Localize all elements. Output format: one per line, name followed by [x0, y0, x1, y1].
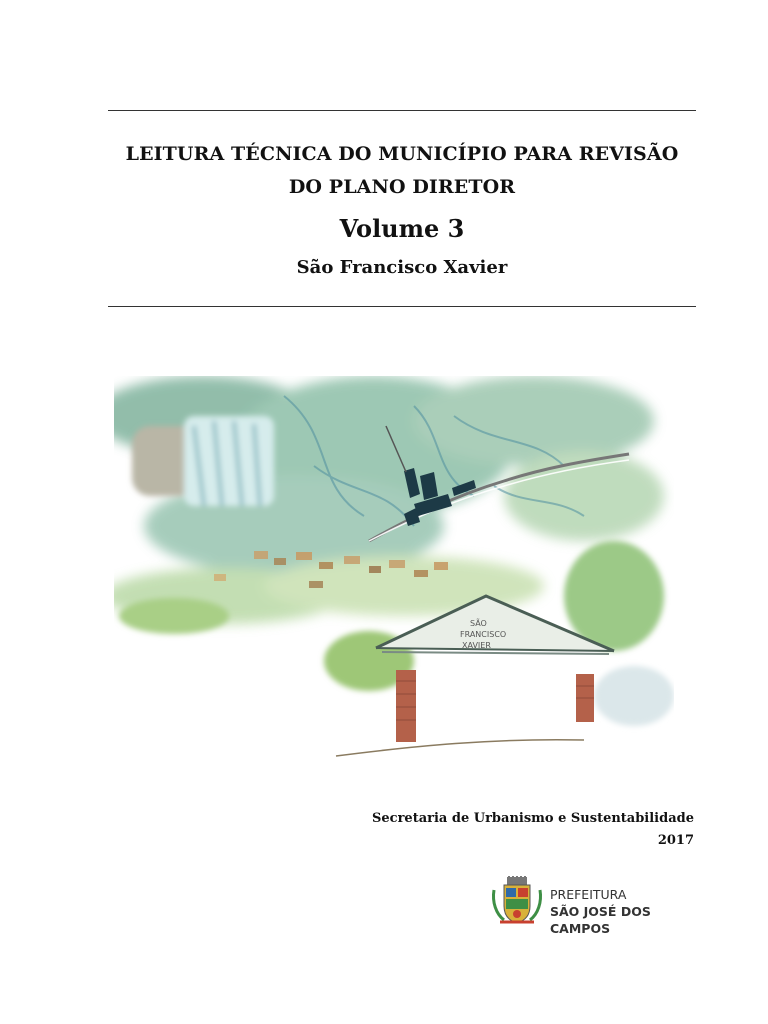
- document-title-line-1: LEITURA TÉCNICA DO MUNICÍPIO PARA REVISÃO: [125, 143, 679, 165]
- secretaria-name: Secretaria de Urbanismo e Sustentabilidade: [372, 811, 694, 826]
- publication-year: 2017: [657, 833, 694, 848]
- arch-sign-line-3: XAVIER: [462, 641, 491, 650]
- waterfall: [132, 416, 274, 506]
- prefeitura-label: PREFEITURA: [550, 887, 627, 902]
- document-subtitle: São Francisco Xavier: [296, 257, 508, 278]
- arch-sign-line-1: SÃO: [470, 619, 487, 628]
- secretaria-block: [372, 808, 694, 852]
- prefeitura-logo-text: [550, 886, 710, 937]
- prefeitura-logo: [490, 876, 710, 936]
- volume-label: Volume 3: [339, 214, 465, 243]
- arch-sign-line-2: FRANCISCO: [460, 630, 507, 639]
- bottom-rule: [108, 306, 696, 307]
- document-title-line-2: DO PLANO DIRETOR: [288, 176, 516, 198]
- watercolor-illustration: [114, 376, 674, 766]
- title-block: [90, 138, 714, 281]
- city-name: SÃO JOSÉ DOS CAMPOS: [550, 904, 651, 936]
- top-rule: [108, 110, 696, 111]
- coat-of-arms-icon: [490, 876, 544, 926]
